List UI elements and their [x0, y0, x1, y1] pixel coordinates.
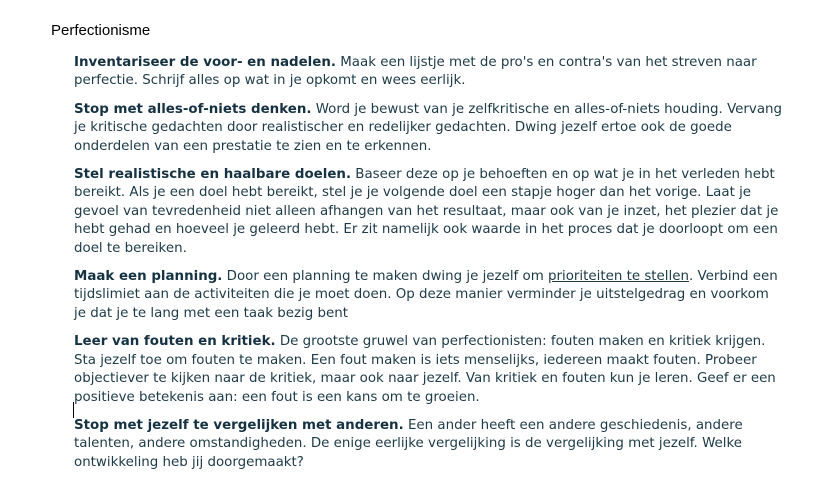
tip-paragraph[interactable]: [74, 417, 784, 472]
tip-heading: Stop met alles-of-niets denken.: [74, 101, 312, 117]
tip-heading: Stop met jezelf te vergelijken met anderen.: [74, 417, 404, 433]
prioriteiten-link[interactable]: prioriteiten te stellen: [548, 269, 689, 285]
tip-text: De grootste gruwel van perfectionisten: fouten maken en kritiek krijgen. Sta jezelf toe om fouten te maken. Een fout maken is iets menselijks, iedereen maakt fouten. Probeer objectiever te kijken naar de kritiek, maar ook naar jezelf. Van kritiek en fouten kun je leren. Geef er een positieve betekenis aan: een fout is een kans om te groeien.: [74, 334, 776, 405]
tip-heading: Leer van fouten en kritiek.: [74, 334, 276, 350]
document-title: Perfectionisme: [51, 22, 151, 39]
tip-paragraph[interactable]: [74, 54, 784, 91]
tip-text: Door een planning te maken dwing je jezelf om: [222, 269, 548, 285]
tip-paragraph[interactable]: [74, 166, 784, 258]
tip-paragraph[interactable]: [74, 101, 784, 156]
tip-heading: Stel realistische en haalbare doelen.: [74, 167, 352, 183]
tip-heading: Maak een planning.: [74, 269, 223, 285]
text-cursor: [73, 402, 74, 418]
tip-text: Maak een lijstje met de pro's en contra's van het streven naar perfectie. Schrijf alles op wat in je opkomt en wees eerlijk.: [74, 55, 757, 89]
tip-heading: Inventariseer de voor- en nadelen.: [74, 55, 336, 70]
tip-paragraph[interactable]: [74, 268, 784, 323]
tip-text: Word je bewust van je zelfkritische en alles-of-niets houding. Vervang je kritische gedachten door realistischer en redelijker gedachten. Dwing jezelf ertoe ook de goede onderdelen van een prestatie te zien en te erkennen.: [74, 101, 783, 154]
tip-text: . Verbind een tijdslimiet aan de activiteiten die je moet doen. Op deze manier verminder je uitstelgedrag en voorkom je dat je te lang met een taak bezig bent: [74, 269, 778, 321]
tip-text: Baseer deze op je behoeften en op wat je in het verleden hebt bereikt. Als je een doel hebt bereikt, stel je je volgende doel een stapje hoger dan het vorige. Laat je gevoel van tevredenheid niet alleen afhangen van het resultaat, maar ook van je inzet, het plezier dat je hebt gehad en hoeveel je geleerd hebt. Er zit namelijk ook waarde in het proces dat je doorloopt om een doel te bereiken.: [74, 167, 779, 256]
tip-text: Een ander heeft een andere geschiedenis, andere talenten, andere omstandigheden. De enige eerlijke vergelijking is de vergelijking met jezelf. Welke ontwikkeling heb jij doorgemaakt?: [74, 417, 743, 470]
tip-paragraph[interactable]: [74, 333, 784, 407]
tips-list: [74, 54, 784, 482]
